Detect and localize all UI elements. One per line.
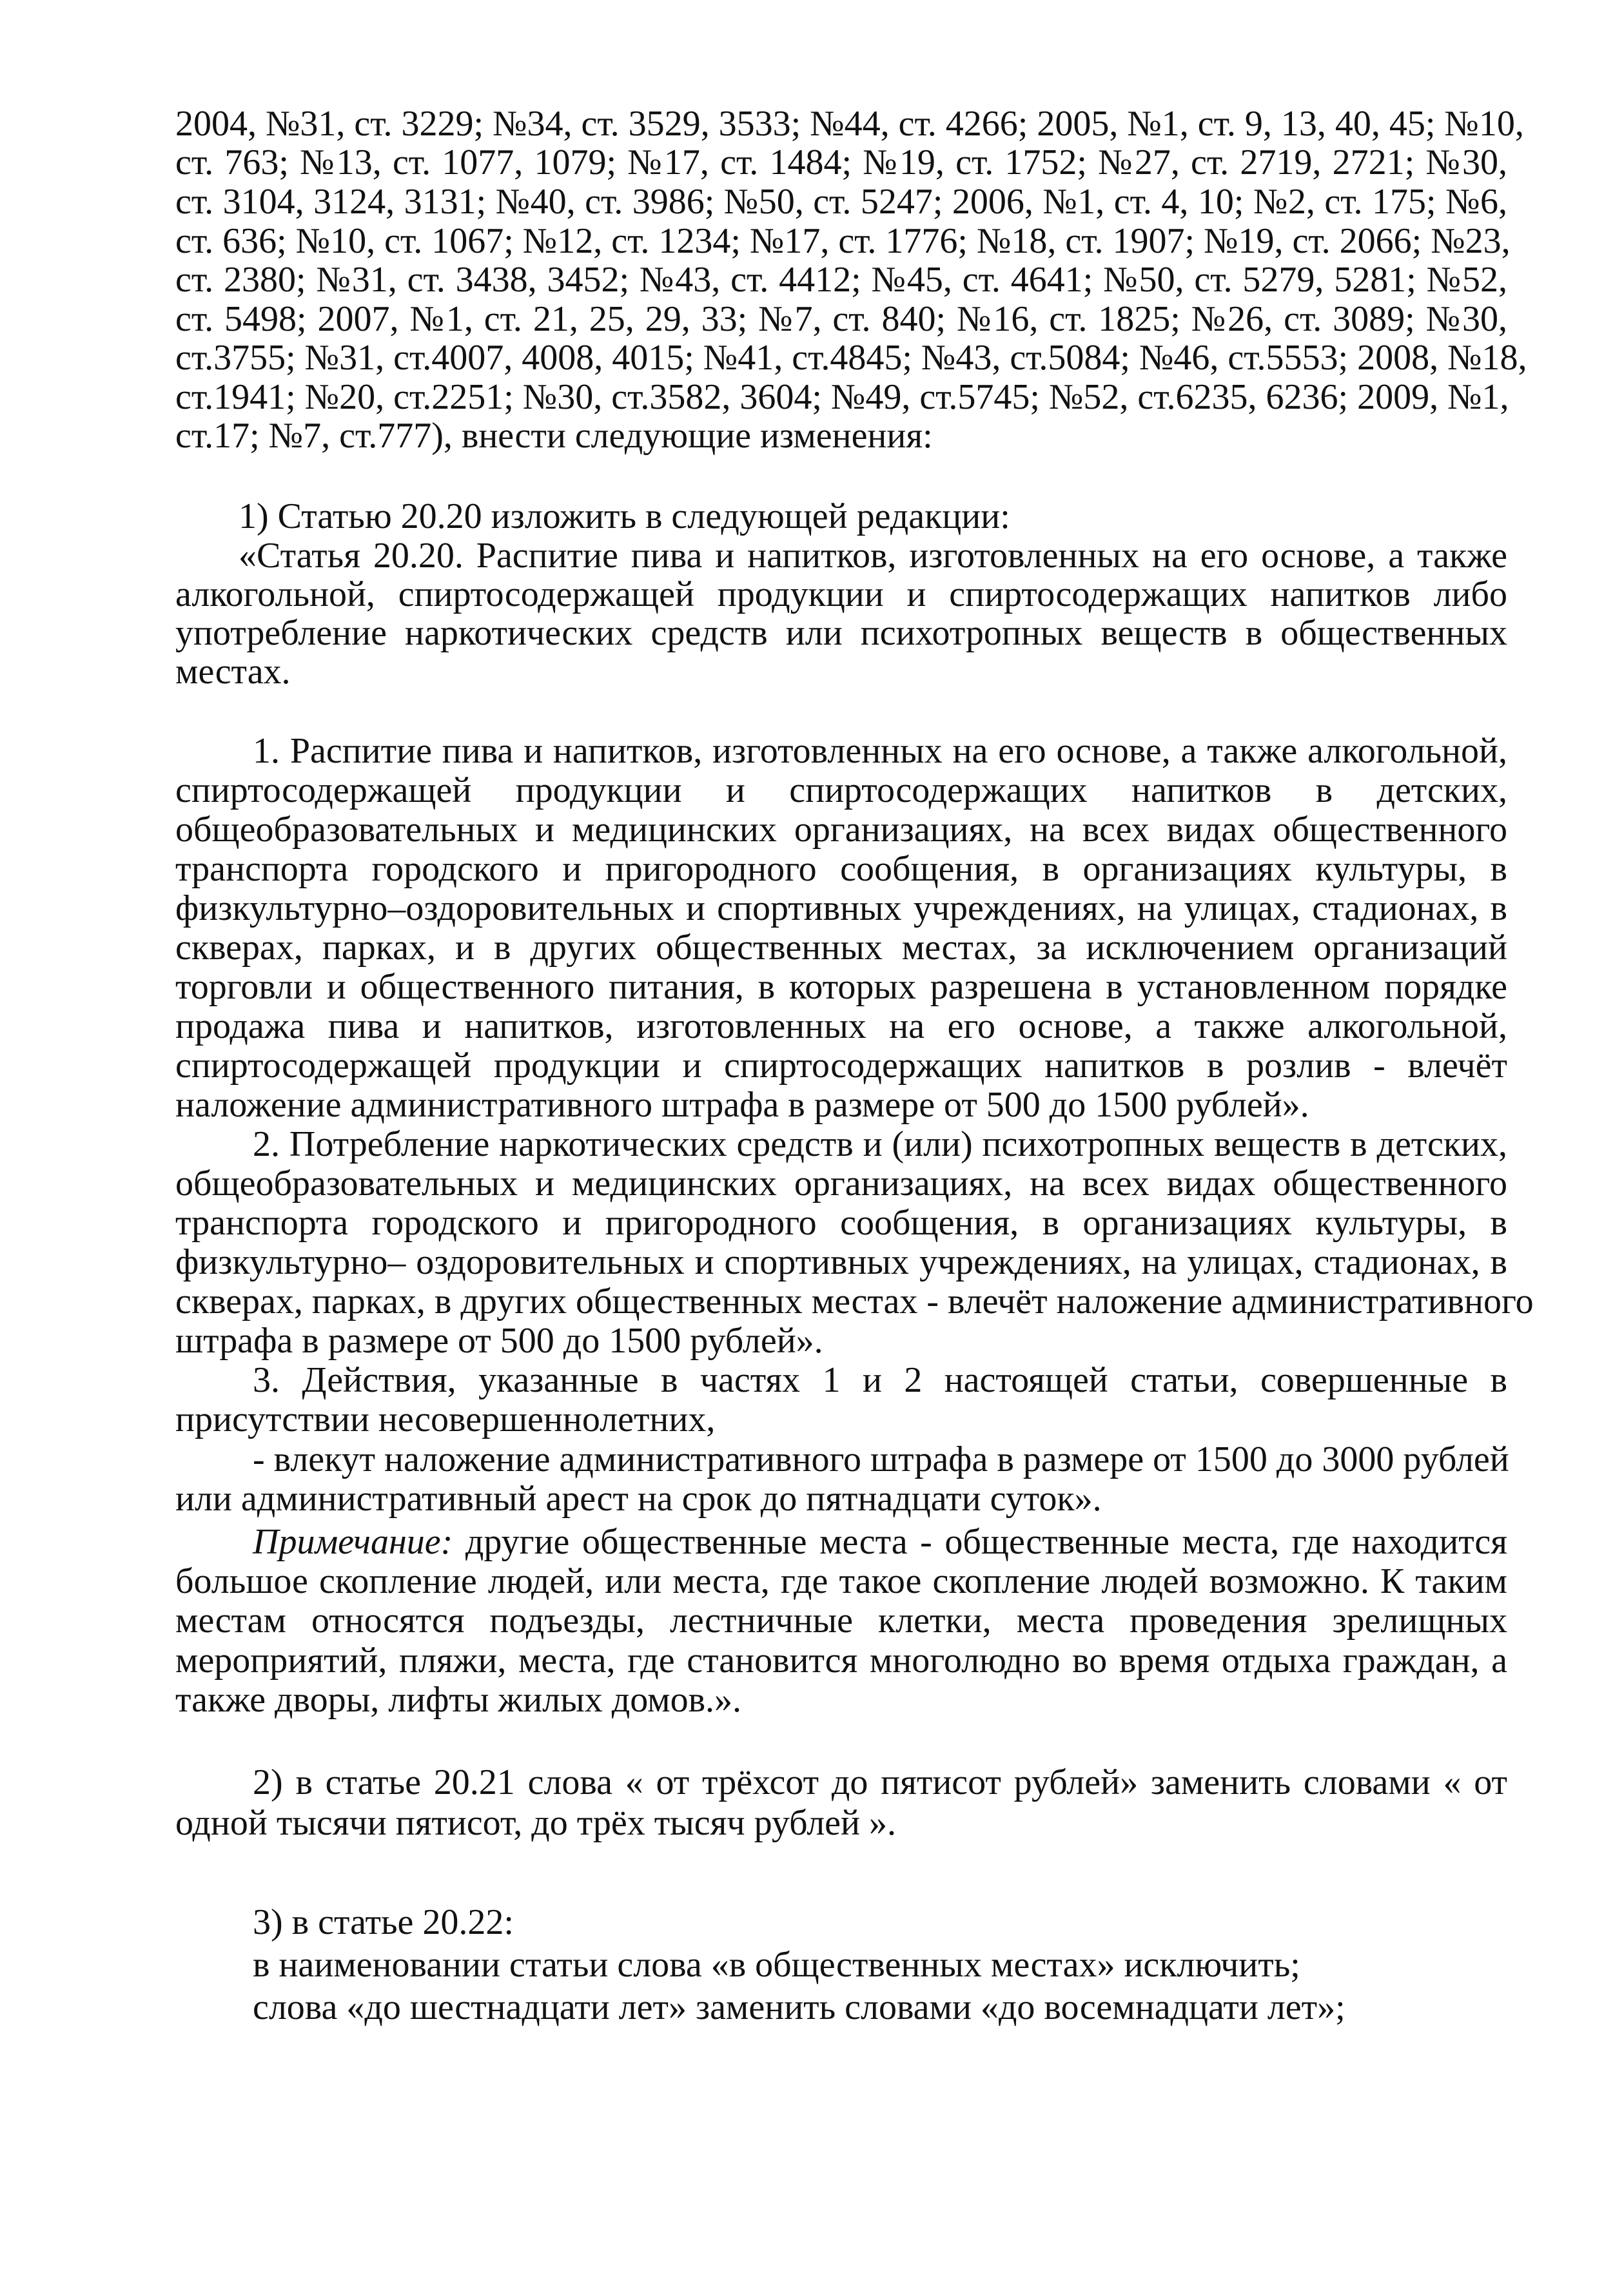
item3-line: слова «до шестнадцати лет» заменить словами «до восемнадцати лет»; — [253, 1987, 1345, 2027]
intro-line: ст. 636; №10, ст. 1067; №12, ст. 1234; №17, ст. 1776; №18, ст. 1907; №19, ст. 2066; №23, — [175, 221, 1511, 261]
article-title-line: алкогольной, спиртосодержащей продукции и спиртосодержащих напитков либо — [175, 574, 1507, 614]
intro-line: ст.3755; №31, ст.4007, 4008, 4015; №41, ст.4845; №43, ст.5084; №46, ст.5553; 2008, №18, — [175, 338, 1527, 378]
note-line: мероприятий, пляжи, места, где становится многолюдно во время отдыха граждан, а — [175, 1641, 1507, 1681]
note-line: также дворы, лифты жилых домов.». — [175, 1680, 742, 1720]
part1-line: скверах, парках, и в других общественных местах, за исключением организаций — [175, 928, 1507, 968]
part1-line: физкультурно–оздоровительных и спортивных учреждениях, на улицах, стадионах, в — [175, 888, 1507, 928]
note-line: большое скопление людей, или места, где такое скопление людей возможно. К таким — [175, 1561, 1507, 1601]
part2-line: общеобразовательных и медицинских организациях, на всех видах общественного — [175, 1164, 1507, 1204]
part1-line: транспорта городского и пригородного сообщения, в организациях культуры, в — [175, 849, 1507, 889]
part1-line: 1. Распитие пива и напитков, изготовленных на его основе, а также алкогольной, — [253, 731, 1507, 771]
part1-line: торговли и общественного питания, в которых разрешена в установленном порядке — [175, 967, 1507, 1007]
part1-line: общеобразовательных и медицинских организациях, на всех видах общественного — [175, 810, 1507, 850]
item2-line: 2) в статье 20.21 слова « от трёхсот до пятисот рублей» заменить словами « от — [253, 1762, 1507, 1802]
intro-line: ст.1941; №20, ст.2251; №30, ст.3582, 3604; №49, ст.5745; №52, ст.6235, 6236; 2009, №1, — [175, 377, 1509, 417]
item3-line: в наименовании статьи слова «в общественных местах» исключить; — [253, 1945, 1300, 1985]
note-line: местам относятся подъезды, лестничные клетки, места проведения зрелищных — [175, 1601, 1507, 1641]
part1-line: наложение административного штрафа в размере от 500 до 1500 рублей». — [175, 1085, 1309, 1125]
note-text: другие общественные места - общественные места, где находится — [453, 1522, 1507, 1562]
part2-line: 2. Потребление наркотических средств и (или) психотропных веществ в детских, — [253, 1124, 1507, 1164]
item2-line: одной тысячи пятисот, до трёх тысяч рублей ». — [175, 1803, 896, 1843]
part2-line: скверах, парках, в других общественных местах - влечёт наложение административного — [175, 1282, 1534, 1321]
intro-line: ст.17; №7, ст.777), внести следующие изменения: — [175, 416, 933, 456]
part1-line: спиртосодержащей продукции и спиртосодержащих напитков в детских, — [175, 770, 1507, 810]
part1-line: продажа пива и напитков, изготовленных на его основе, а также алкогольной, — [175, 1006, 1507, 1046]
part2-line: физкультурно– оздоровительных и спортивных учреждениях, на улицах, стадионах, в — [175, 1242, 1507, 1282]
intro-line: ст. 5498; 2007, №1, ст. 21, 25, 29, 33; №7, ст. 840; №16, ст. 1825; №26, ст. 3089; №30, — [175, 299, 1507, 339]
part3-line: 3. Действия, указанные в частях 1 и 2 настоящей статьи, совершенные в — [253, 1360, 1507, 1400]
part2-line: транспорта городского и пригородного сообщения, в организациях культуры, в — [175, 1203, 1507, 1243]
part1-line: спиртосодержащей продукции и спиртосодержащих напитков в розлив - влечёт — [175, 1046, 1507, 1086]
intro-line: 2004, №31, ст. 3229; №34, ст. 3529, 3533; №44, ст. 4266; 2005, №1, ст. 9, 13, 40, 45; №10, — [175, 104, 1524, 144]
article-title-line: употребление наркотических средств или психотропных веществ в общественных — [175, 613, 1507, 653]
part3-line: или административный арест на срок до пятнадцати суток». — [175, 1479, 1102, 1519]
part3-line: присутствии несовершеннолетних, — [175, 1399, 716, 1439]
article-title-line: местах. — [175, 652, 291, 692]
note-label: Примечание: — [253, 1522, 453, 1562]
part2-line: штрафа в размере от 500 до 1500 рублей». — [175, 1321, 823, 1361]
article-title-line: «Статья 20.20. Распитие пива и напитков, изготовленных на его основе, а также — [239, 536, 1507, 576]
note-first-line — [253, 1521, 1507, 1563]
item3-heading: 3) в статье 20.22: — [253, 1902, 514, 1942]
intro-line: ст. 2380; №31, ст. 3438, 3452; №43, ст. 4412; №45, ст. 4641; №50, ст. 5279, 5281; №52, — [175, 260, 1507, 300]
intro-line: ст. 3104, 3124, 3131; №40, ст. 3986; №50, ст. 5247; 2006, №1, ст. 4, 10; №2, ст. 175; №6, — [175, 182, 1507, 222]
intro-line: ст. 763; №13, ст. 1077, 1079; №17, ст. 1484; №19, ст. 1752; №27, ст. 2719, 2721; №30, — [175, 142, 1507, 182]
item1-heading: 1) Статью 20.20 изложить в следующей редакции: — [239, 496, 1010, 536]
part3-line: - влекут наложение административного штрафа в размере от 1500 до 3000 рублей — [253, 1439, 1509, 1479]
